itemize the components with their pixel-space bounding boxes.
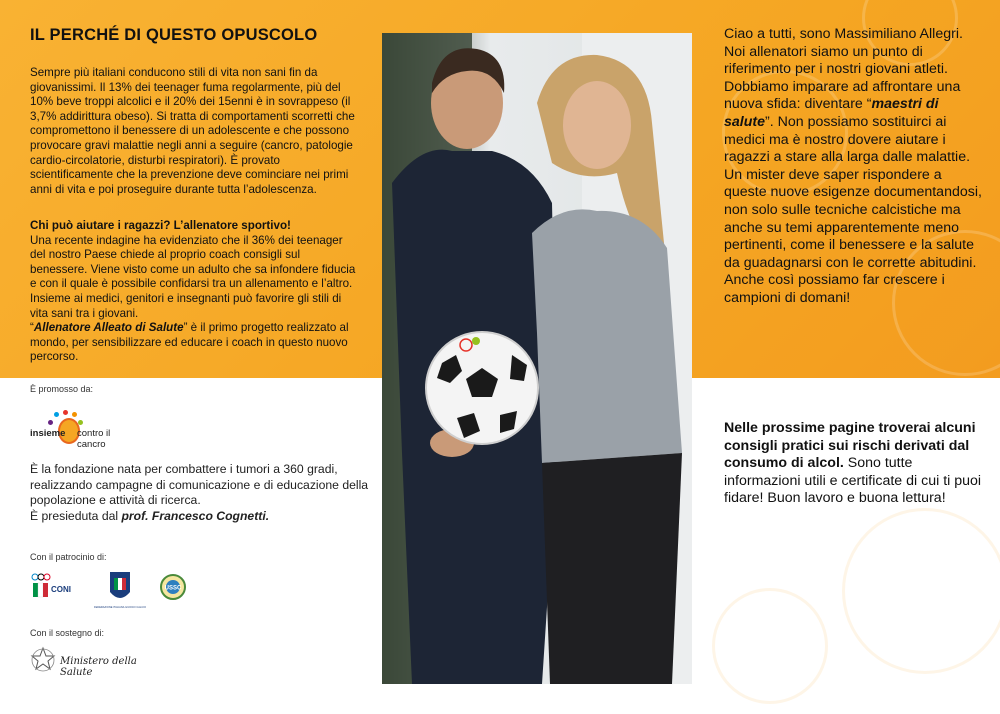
president-line [30,509,370,525]
message-part-1: Ciao a tutti, sono Massimiliano Allegri. Noi allenatori siamo un punto di riferimento per i nostri giovani atleti. Dobbiamo imparare ad affrontare una nuova sfida: diventare “ [724,26,963,113]
photo-coach-and-athlete [382,33,692,684]
foundation-text: È la fondazione nata per combattere i tumori a 360 gradi, realizzando campagne di comunicazione e di educazione della popolazione e attività di ricerca. [30,462,369,507]
message-emphasis: maestri di salute [724,96,939,130]
logo-word-2: contro il cancro [77,428,111,450]
logo-word-1: insieme [30,428,66,439]
intro-paragraph: Sempre più italiani conducono stili di vita non sani fin da giovanissimi. Il 13% dei teenager fuma regolarmente, più del 10% beve troppi alcolici e il 20% dei 15enni è in sovrappeso (il 3,7% addirittura obeso). Si tratta di comportamenti scorretti che compromettono il benessere di un adolescente e che possono provocare gravi malattie negli anni a seguire (cancro, patologie cardio-circolatorie, disturbi respiratori). È provato scientificamente che la prevenzione deve cominciare nei primi anni di vita e poi proseguire durante tutta l’adolescenza. [30,66,355,196]
project-text: è il primo progetto realizzato al mondo, per sensibilizzare ed educare i coach in questo nuovo percorso. [30,321,349,364]
coach-question: Chi può aiutare i ragazzi? L’allenatore sportivo! [30,219,291,232]
coach-section [30,219,360,365]
coach-message [724,26,986,308]
ministero-della-salute-logo [30,646,160,678]
promoted-by-label: È promosso da: [30,384,94,394]
ministry-name: Ministero della Salute [60,656,137,678]
ussc-text: USSC [164,585,182,592]
support-label: Con il sostegno di: [30,628,105,638]
ussc-logo [160,574,186,600]
insieme-contro-il-cancro-logo [30,408,140,452]
president-name: prof. Francesco Cognetti. [121,508,270,523]
project-line: “Allenatore Alleato di Salute” è il primo progetto realizzato al mondo, per sensibilizzare ed educare i coach in questo nuovo percorso. [30,321,349,364]
closing-bold: Nelle prossime pagine troverai alcuni consigli pratici sui rischi derivati dal consumo di alcol. [724,420,976,472]
republic-emblem-icon [30,646,56,676]
figc-text: FEDERAZIONE ITALIANA GIUOCO CALCIO [94,606,146,609]
patronage-label: Con il patrocinio di: [30,552,107,562]
page-title: IL PERCHÉ DI QUESTO OPUSCOLO [30,26,318,44]
president-prefix: È presieduta dal [30,508,122,523]
project-name: Allenatore Alleato di Salute [33,321,184,335]
closing-rest: Sono tutte informazioni utili e certificate di cui ti puoi fidare! Buon lavoro e buona lettura! [724,455,982,507]
coni-text: CONI [51,585,71,594]
coach-body: Una recente indagine ha evidenziato che il 36% dei teenager del nostro Paese chiede al proprio coach consigli sul benessere. Viene visto come un adulto che sa infondere fiducia e con il quale è possibile confidarsi tra un allenamento e l’altro. Insieme ai medici, genitori e insegnanti può favorire gli stili di vita sani tra i giovani. [30,233,356,320]
coni-logo [30,572,74,602]
figc-logo [92,570,148,612]
message-part-2: ”. Non possiamo sostituirci ai medici ma è nostro dovere aiutare i ragazzi a stare alla larga dalle malattie. Un mister deve saper rispondere a queste nuove esigenze documentandosi, non solo sulle tecniche calcistiche ma anche su temi apparentemente meno pertinenti, come il benessere e la salute da guadagnarsi con le corrette abitudini. Anche così possiamo far crescere i campioni di domani! [724,113,982,306]
closing-paragraph [724,420,986,508]
foundation-description [30,462,370,524]
